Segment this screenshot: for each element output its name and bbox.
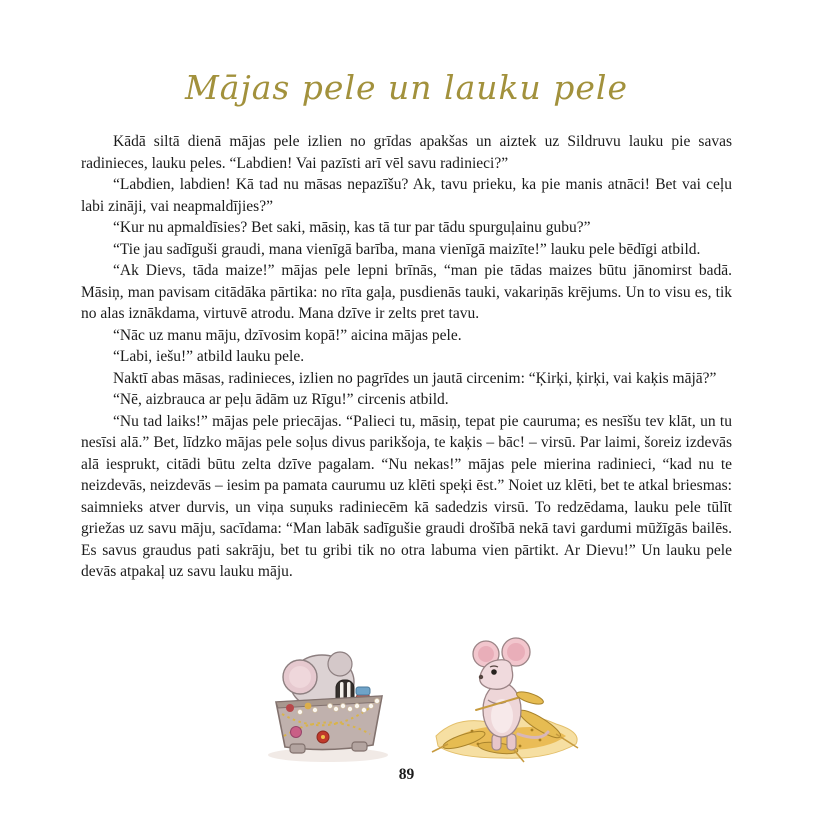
field-mouse-on-grain-illustration bbox=[428, 636, 586, 768]
story-paragraph: “Labdien, labdien! Kā tad nu māsas nepazīšu? Ak, tavu prieku, ka pie manis atnāci! Bet vai ceļu labi zināji, vai neapmaldījies?” bbox=[81, 176, 732, 215]
story-paragraph: “Ak Dievs, tāda maize!” mājas pele lepni brīnās, “man pie tādas maizes būtu jānomirst badā. Māsiņ, man pavisam citādāka pārtika: no rīta gaļa, pusdienās tauki, vakariņās krējums. Un to visu es, tik no alas iznākdama, virtuvē atrodu. Mana dzīve ir zelts pret tavu. bbox=[81, 262, 732, 322]
story-paragraph: “Kur nu apmaldīsies? Bet saki, māsiņ, kas tā tur par tādu spurguļainu gubu?” bbox=[113, 219, 591, 236]
story-paragraph: “Labi, iešu!” atbild lauku pele. bbox=[113, 348, 305, 365]
house-mouse-in-trough-illustration bbox=[260, 644, 398, 766]
story-paragraph: Kādā siltā dienā mājas pele izlien no grīdas apakšas un aiztek uz Sildruvu lauku pie savas radinieces, lauku peles. “Labdien! Vai pazīsti arī vēl savu radinieci?” bbox=[81, 133, 732, 172]
story-paragraph: “Nāc uz manu māju, dzīvosim kopā!” aicina mājas pele. bbox=[113, 326, 462, 344]
illustrations-row bbox=[0, 636, 813, 768]
page-title: Mājas pele un lauku pele bbox=[185, 68, 628, 107]
story-paragraph: “Nē, aizbrauca ar peļu ādām uz Rīgu!” circenis atbild. bbox=[113, 391, 449, 408]
story-text bbox=[81, 131, 732, 583]
story-paragraph: “Tie jau sadīguši graudi, mana vienīgā barība, mana vienīgā maizīte!” lauku pele bēdīgi atbild. bbox=[113, 240, 701, 258]
story-paragraph: Naktī abas māsas, radinieces, izlien no pagrīdes un jautā circenim: “Ķirķi, ķirķi, vai kaķis mājā?” bbox=[113, 369, 717, 387]
page-number: 89 bbox=[398, 766, 415, 783]
story-paragraph: “Nu tad laiks!” mājas pele priecājas. “Palieci tu, māsiņ, tepat pie cauruma; es nesīšu tev klāt, un tu nesīsi alā.” Bet, līdzko mājas pele soļus divus parikšoja, te kaķis – bāc! – virsū. Par laimi, šoreiz izdevās alā iesprukt, citādi būtu zelta dzīve pagalam. “Nu nekas!” mājas pele mierina radinieci, “kad nu te neizdevās, neizdevās – iesim pa pamata caurumu uz klēti speķi ēst.” Noiet uz klēti, bet te atkal briesmas: saimnieks atver durvis, un viņa suņuks radiniecēm kā sadedzis virsū. To redzēdama, lauku pele tūlīt griežas uz savu māju, sacīdama: “Man labāk sadīgušie graudi drošībā nekā tavi gardumi mūžīgās bailēs. Es savus graudus pati sakrāju, bet tu gribi tik no otra labuma vien pārtikt. Ar Dievu!” Un lauku pele devās atpakaļ uz savu lauku māju. bbox=[81, 412, 732, 580]
